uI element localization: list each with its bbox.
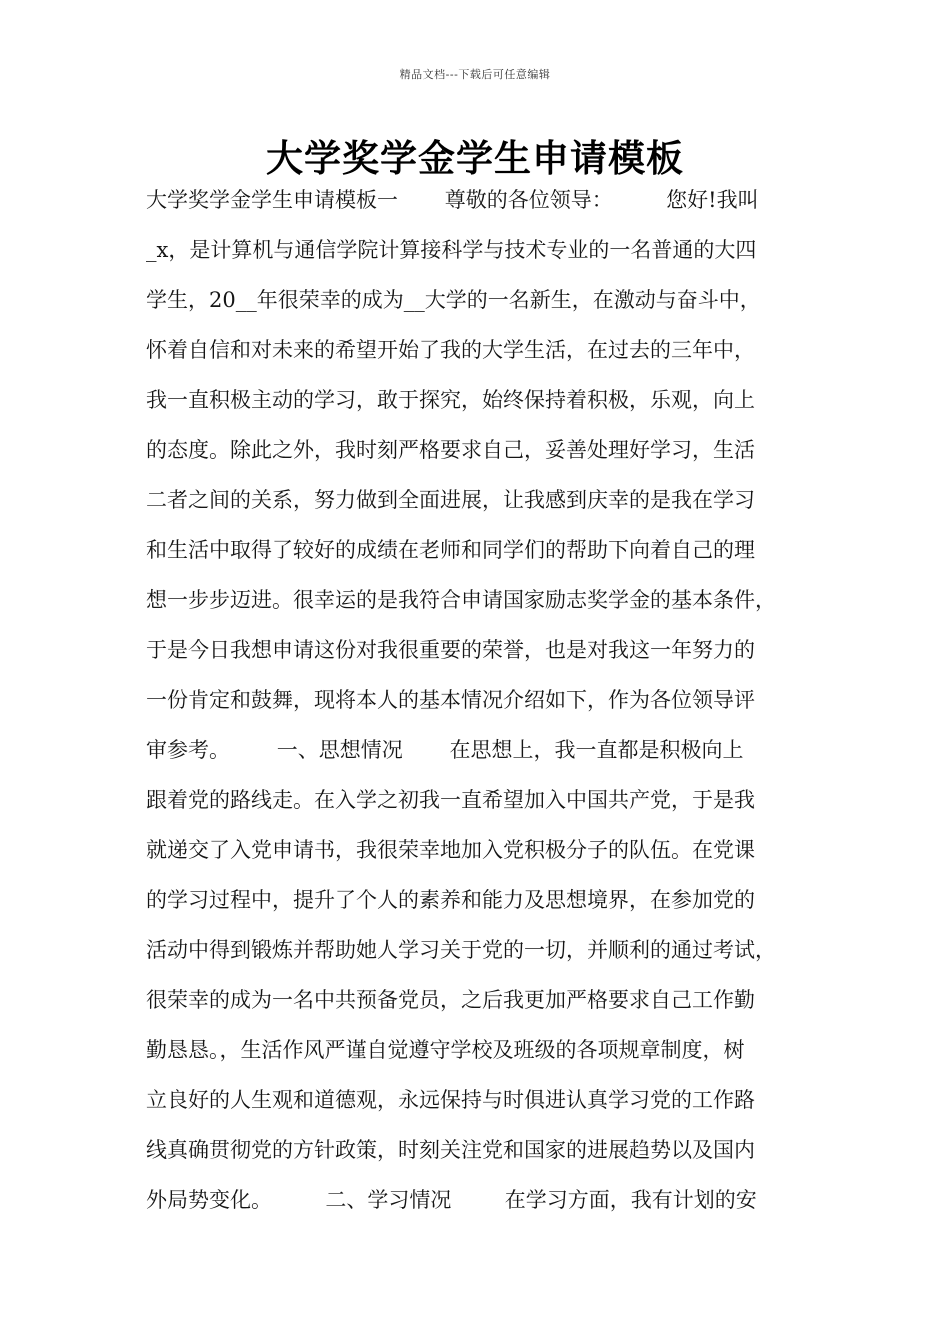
body-line: 勤恳恳。，生活作风严谨自觉遵守学校及班级的各项规章制度，树 bbox=[146, 1038, 745, 1062]
body-line: 学生，20__年很荣幸的成为__大学的一名新生，在激动与奋斗中， bbox=[146, 288, 761, 312]
body-line: 跟着党的路线走。在入学之初我一直希望加入中国共产党，于是我 bbox=[146, 788, 755, 812]
body-line: 很荣幸的成为一名中共预备党员，之后我更加严格要求自己工作勤 bbox=[146, 988, 755, 1012]
body-line: 于是今日我想申请这份对我很重要的荣誉，也是对我这一年努力的 bbox=[146, 638, 755, 662]
body-line: 就递交了入党申请书，我很荣幸地加入党积极分子的队伍。在党课 bbox=[146, 838, 755, 862]
document-body bbox=[146, 181, 836, 1231]
header-note: 精品文档---下载后可任意编辑 bbox=[399, 68, 551, 81]
body-line: 外局势变化。 二、学习情况 在学习方面，我有计划的安 bbox=[146, 1188, 757, 1212]
body-line: 和生活中取得了较好的成绩在老师和同学们的帮助下向着自己的理 bbox=[146, 538, 755, 562]
body-line: 二者之间的关系，努力做到全面进展，让我感到庆幸的是我在学习 bbox=[146, 488, 755, 512]
body-line: 的态度。除此之外，我时刻严格要求自己，妥善处理好学习，生活 bbox=[146, 438, 755, 462]
body-line: 活动中得到锻炼并帮助她人学习关于党的一切，并顺利的通过考试， bbox=[146, 938, 776, 962]
body-line: 大学奖学金学生申请模板一 尊敬的各位领导： 您好!我叫 bbox=[146, 188, 759, 212]
body-line: 一份肯定和鼓舞，现将本人的基本情况介绍如下，作为各位领导评 bbox=[146, 688, 755, 712]
body-line: 线真确贯彻党的方针政策，时刻关注党和国家的进展趋势以及国内 bbox=[146, 1138, 755, 1162]
body-line: _x，是计算机与通信学院计算接科学与技术专业的一名普通的大四 bbox=[146, 238, 757, 262]
body-line: 审参考。 一、思想情况 在思想上，我一直都是积极向上 bbox=[146, 738, 744, 762]
body-line: 我一直积极主动的学习，敢于探究，始终保持着积极，乐观，向上 bbox=[146, 388, 755, 412]
body-line: 想一步步迈进。很幸运的是我符合申请国家励志奖学金的基本条件， bbox=[146, 588, 776, 612]
document-title: 大学奖学金学生申请模板 bbox=[266, 136, 684, 180]
body-line: 的学习过程中，提升了个人的素养和能力及思想境界，在参加党的 bbox=[146, 888, 755, 912]
body-line: 立良好的人生观和道德观，永远保持与时俱进认真学习党的工作路 bbox=[146, 1088, 755, 1112]
body-line: 怀着自信和对未来的希望开始了我的大学生活，在过去的三年中， bbox=[146, 338, 755, 362]
